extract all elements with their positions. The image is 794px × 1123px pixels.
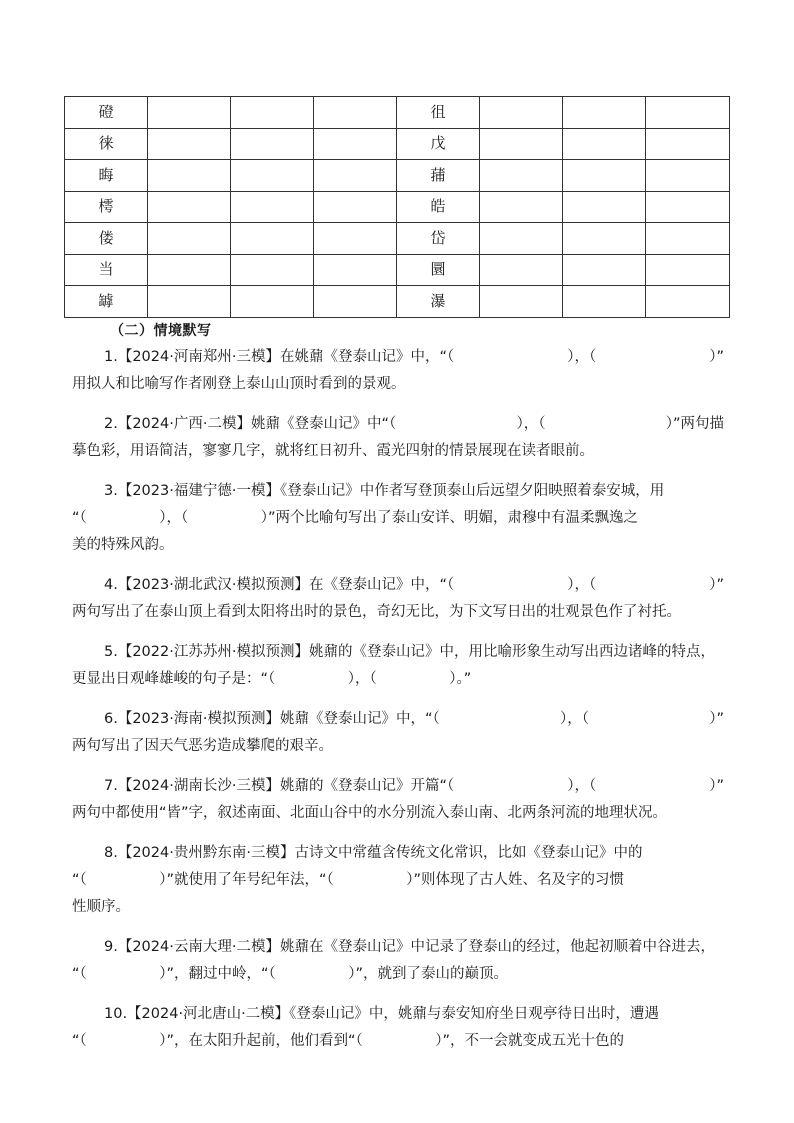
question-line-1 xyxy=(72,411,724,438)
char-cell-left: 晦 xyxy=(65,160,148,192)
question-item xyxy=(72,478,724,559)
char-cell-right: 岱 xyxy=(397,223,480,255)
answer-cell xyxy=(148,97,231,129)
answer-cell xyxy=(563,223,646,255)
section-title: （二）情境默写 xyxy=(110,323,212,339)
question-line-1 xyxy=(72,934,724,961)
table-row xyxy=(65,286,730,318)
question-line-2: “（ ）”，翻过中岭，“（ ）”，就到了泰山的巅顶。 xyxy=(72,966,509,982)
question-segment: ），（ xyxy=(559,711,589,727)
answer-cell xyxy=(646,160,730,192)
question-line-2: 两句中都使用“皆”字，叙述南面、北面山谷中的水分别流入泰山南、北两条河流的地理状况。 xyxy=(72,805,668,821)
char-cell-right: 圜 xyxy=(397,254,480,286)
answer-cell xyxy=(480,223,563,255)
question-line-1 xyxy=(72,840,724,867)
question-segment: 2.【2024·广西·二模】姚鼐《登泰山记》中“（ xyxy=(104,416,397,432)
char-cell-left: 偻 xyxy=(65,223,148,255)
question-segment: ），（ xyxy=(516,416,546,432)
answer-cell xyxy=(314,160,397,192)
question-segment: 10.【2024·河北唐山·二模】《登泰山记》中，姚鼐与泰安知府坐日观亭待日出时，遭遇 xyxy=(104,1006,659,1022)
answer-cell xyxy=(563,254,646,286)
answer-cell xyxy=(563,128,646,160)
question-line-2: 摹色彩，用语简洁，寥寥几字，就将红日初升、霞光四射的情景展现在读者眼前。 xyxy=(72,443,594,459)
answer-cell xyxy=(148,286,231,318)
question-segment: ）”两句描 xyxy=(665,416,724,432)
question-line-3: 美的特殊风韵。 xyxy=(72,537,174,553)
question-segment: 9.【2024·云南大理·二模】姚鼐在《登泰山记》中记录了登泰山的经过，他起初顺着中谷进去， xyxy=(104,939,715,955)
answer-cell xyxy=(231,160,314,192)
answer-cell xyxy=(314,128,397,160)
answer-cell xyxy=(646,128,730,160)
question-line-2: 用拟人和比喻写作者刚登上泰山山顶时看到的景观。 xyxy=(72,376,406,392)
question-line-1 xyxy=(72,1001,724,1028)
answer-cell xyxy=(148,254,231,286)
question-segment: 8.【2024·贵州黔东南·三模】古诗文中常蕴含传统文化常识，比如《登泰山记》中的 xyxy=(104,845,643,861)
question-list xyxy=(72,344,724,1068)
question-line-2: 更显出日观峰雄峻的句子是：“（ ），（ ）。” xyxy=(72,671,472,687)
char-cell-left: 樗 xyxy=(65,191,148,223)
question-line-1 xyxy=(72,773,724,800)
answer-cell xyxy=(646,286,730,318)
answer-cell xyxy=(563,97,646,129)
char-cell-right: 戊 xyxy=(397,128,480,160)
answer-cell xyxy=(148,160,231,192)
answer-cell xyxy=(231,254,314,286)
answer-cell xyxy=(314,223,397,255)
question-item xyxy=(72,639,724,693)
question-segment: 7.【2024·湖南长沙·三模】姚鼐的《登泰山记》开篇“（ xyxy=(104,778,455,794)
answer-cell xyxy=(480,97,563,129)
answer-cell xyxy=(231,97,314,129)
answer-cell xyxy=(646,254,730,286)
question-segment: ）” xyxy=(709,577,724,593)
question-segment: 4.【2023·湖北武汉·模拟预测】在《登泰山记》中，“（ xyxy=(104,577,455,593)
answer-cell xyxy=(148,223,231,255)
question-segment: ）” xyxy=(709,349,724,365)
question-segment: 6.【2023·海南·模拟预测】姚鼐《登泰山记》中，“（ xyxy=(104,711,440,727)
answer-cell xyxy=(480,254,563,286)
question-line-2: 两句写出了在泰山顶上看到太阳将出时的景色，奇幻无比，为下文写日出的壮观景色作了衬托。 xyxy=(72,604,681,620)
question-item xyxy=(72,934,724,988)
question-item xyxy=(72,840,724,921)
answer-cell xyxy=(646,191,730,223)
table-row xyxy=(65,160,730,192)
question-item xyxy=(72,773,724,827)
question-line-1 xyxy=(72,344,724,371)
question-line-2: 两句写出了因天气恶劣造成攀爬的艰辛。 xyxy=(72,738,333,754)
table-row xyxy=(65,191,730,223)
answer-cell xyxy=(646,223,730,255)
answer-cell xyxy=(148,191,231,223)
question-segment: ）” xyxy=(709,778,724,794)
char-cell-left: 徕 xyxy=(65,128,148,160)
question-item xyxy=(72,344,724,398)
char-cell-left: 罅 xyxy=(65,286,148,318)
question-line-2: “（ ）”，在太阳升起前，他们看到“（ ）”，不一会就变成五光十色的 xyxy=(72,1033,625,1049)
question-line-2: “（ ）”就使用了年号纪年法，“（ ）”则体现了古人姓、名及字的习惯 xyxy=(72,872,625,888)
question-item xyxy=(72,1001,724,1055)
table-row xyxy=(65,223,730,255)
char-cell-left: 当 xyxy=(65,254,148,286)
question-segment: ），（ xyxy=(567,577,597,593)
question-segment: ）” xyxy=(709,711,724,727)
answer-cell xyxy=(563,286,646,318)
answer-cell xyxy=(646,97,730,129)
answer-cell xyxy=(231,128,314,160)
question-item xyxy=(72,706,724,760)
answer-cell xyxy=(563,160,646,192)
char-cell-right: 徂 xyxy=(397,97,480,129)
answer-cell xyxy=(148,128,231,160)
answer-cell xyxy=(314,254,397,286)
answer-cell xyxy=(314,191,397,223)
table-row xyxy=(65,254,730,286)
question-line-1 xyxy=(72,572,724,599)
character-table xyxy=(64,96,730,318)
question-segment: ），（ xyxy=(567,349,597,365)
char-cell-right: 蒱 xyxy=(397,160,480,192)
char-cell-right: 皓 xyxy=(397,191,480,223)
question-segment: ），（ xyxy=(567,778,597,794)
question-segment: 1.【2024·河南郑州·三模】在姚鼐《登泰山记》中，“（ xyxy=(104,349,455,365)
question-item xyxy=(72,411,724,465)
answer-cell xyxy=(314,97,397,129)
question-line-3: 性顺序。 xyxy=(72,899,130,915)
answer-cell xyxy=(314,286,397,318)
question-item xyxy=(72,572,724,626)
question-line-1 xyxy=(72,706,724,733)
answer-cell xyxy=(480,160,563,192)
question-segment: 5.【2022·江苏苏州·模拟预测】姚鼐的《登泰山记》中，用比喻形象生动写出西边诸峰的特点， xyxy=(104,644,715,660)
table-row xyxy=(65,128,730,160)
answer-cell xyxy=(231,223,314,255)
question-line-1 xyxy=(72,639,724,666)
answer-cell xyxy=(231,191,314,223)
char-cell-right: 瀑 xyxy=(397,286,480,318)
answer-cell xyxy=(480,128,563,160)
question-line-1 xyxy=(72,478,724,505)
question-segment: 3.【2023·福建宁德·一模】《登泰山记》中作者写登顶泰山后远望夕阳映照着泰安城，用 xyxy=(104,483,665,499)
answer-cell xyxy=(231,286,314,318)
answer-cell xyxy=(563,191,646,223)
char-cell-left: 磴 xyxy=(65,97,148,129)
question-line-2: “（ ），（ ）”两个比喻句写出了泰山安详、明媚，肃穆中有温柔飘逸之 xyxy=(72,510,639,526)
answer-cell xyxy=(480,286,563,318)
answer-cell xyxy=(480,191,563,223)
table-row xyxy=(65,97,730,129)
